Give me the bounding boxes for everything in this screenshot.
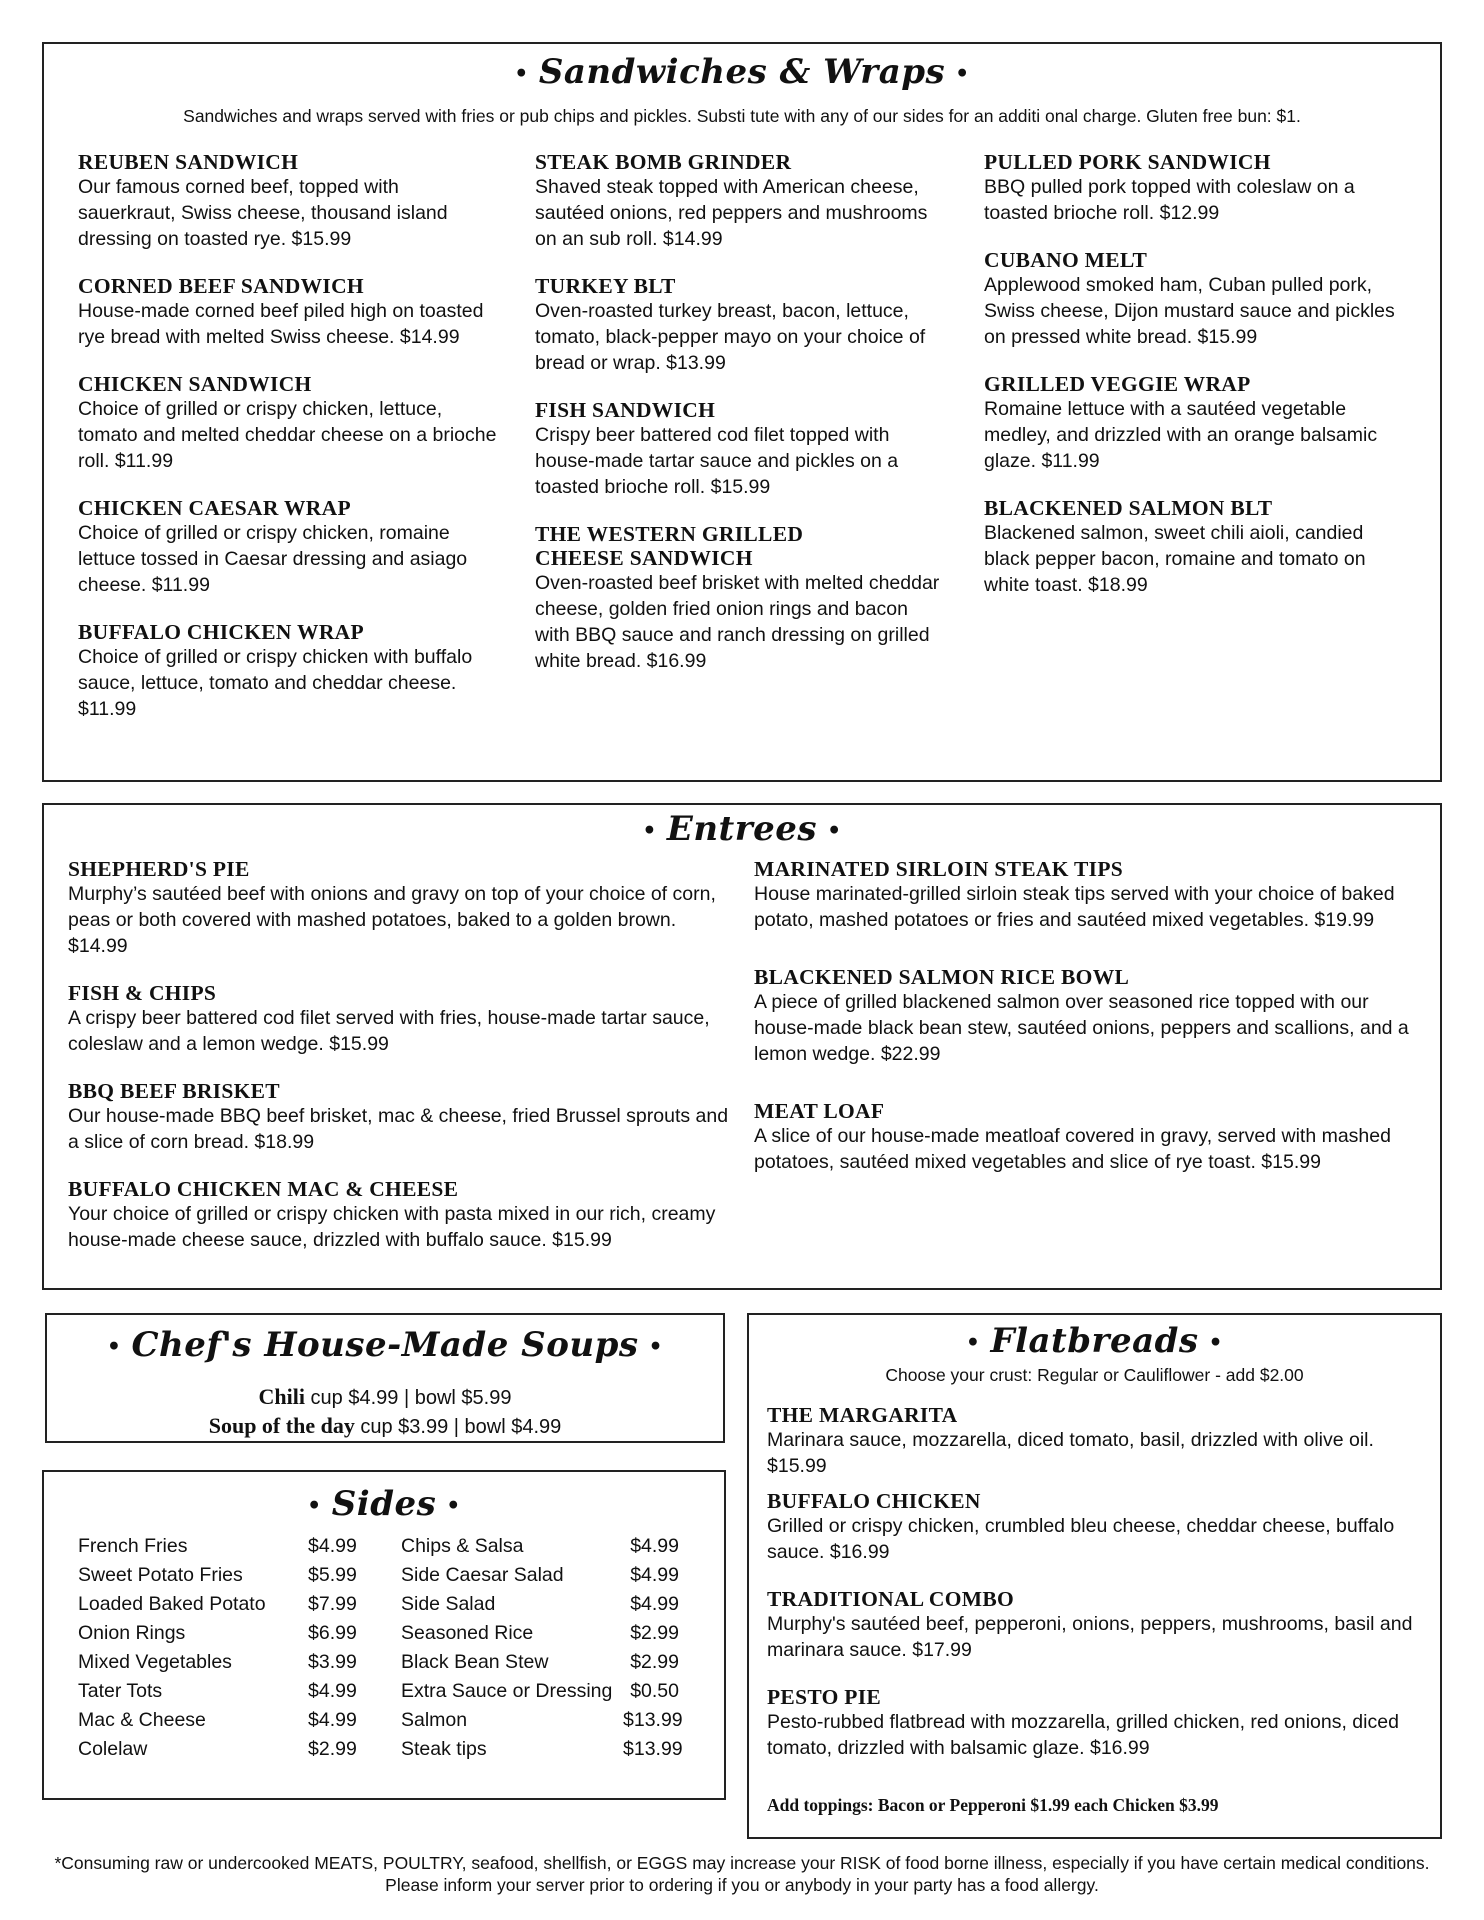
- menu-item: [78, 150, 498, 252]
- side-item: [401, 1735, 701, 1764]
- menu-item: [68, 1177, 738, 1253]
- side-name: Loaded Baked Potato: [78, 1593, 266, 1615]
- side-price: $4.99: [630, 1564, 679, 1586]
- soup-prices: cup $3.99 | bowl $4.99: [354, 1416, 562, 1438]
- item-name: FISH & CHIPS: [68, 981, 217, 1005]
- item-description: BBQ pulled pork topped with coleslaw on a toasted brioche roll. $12.99: [984, 176, 1355, 224]
- side-name: Colelaw: [78, 1738, 148, 1760]
- soup-of-the-day: [47, 1412, 723, 1441]
- soup-prices: cup $4.99 | bowl $5.99: [305, 1387, 512, 1409]
- item-name: BUFFALO CHICKEN WRAP: [78, 620, 364, 644]
- side-item: [78, 1648, 378, 1677]
- soup-name: Soup of the day: [208, 1413, 355, 1438]
- side-name: Extra Sauce or Dressing: [401, 1680, 613, 1702]
- item-description: Your choice of grilled or crispy chicken with pasta mixed in our rich, creamy house-made cheese sauce, drizzled with buffalo sauce. $15.99: [68, 1203, 716, 1251]
- item-description: Applewood smoked ham, Cuban pulled pork, Swiss cheese, Dijon mustard sauce and pickles on pressed white bread. $15.99: [984, 274, 1395, 348]
- side-item: [401, 1706, 701, 1735]
- side-price: $13.99: [623, 1738, 683, 1760]
- side-name: Side Caesar Salad: [401, 1564, 564, 1586]
- item-name: THE MARGARITA: [767, 1403, 958, 1427]
- menu-item: [984, 372, 1414, 474]
- item-description: A crispy beer battered cod filet served with fries, house-made tartar sauce, coleslaw and a lemon wedge. $15.99: [68, 1007, 710, 1055]
- side-item: [78, 1590, 378, 1619]
- menu-item: [78, 274, 498, 350]
- side-price: $4.99: [308, 1535, 357, 1557]
- menu-item: [535, 398, 945, 500]
- flatbreads-title: • Flatbreads •: [965, 1321, 1224, 1361]
- item-description: Romaine lettuce with a sautéed vegetable medley, and drizzled with an orange balsamic glaze. $11.99: [984, 398, 1378, 472]
- item-description: Shaved steak topped with American cheese, sautéed onions, red peppers and mushrooms on an sub roll. $14.99: [535, 176, 928, 250]
- item-name: PESTO PIE: [767, 1685, 882, 1709]
- item-description: Our famous corned beef, topped with sauerkraut, Swiss cheese, thousand island dressing on toasted rye. $15.99: [78, 176, 448, 250]
- side-price: $4.99: [308, 1709, 357, 1731]
- side-price: $4.99: [630, 1535, 679, 1557]
- menu-item: [984, 248, 1414, 350]
- item-name: BLACKENED SALMON BLT: [984, 496, 1273, 520]
- side-item: [401, 1532, 701, 1561]
- side-price: $6.99: [308, 1622, 357, 1644]
- soup-chili: [47, 1383, 723, 1412]
- flatbreads-list: [767, 1403, 1427, 1783]
- side-price: $0.50: [630, 1680, 679, 1702]
- item-description: Grilled or crispy chicken, crumbled bleu cheese, cheddar cheese, buffalo sauce. $16.99: [767, 1515, 1395, 1563]
- item-description: Pesto-rubbed flatbread with mozzarella, grilled chicken, red onions, diced tomato, drizzled with balsamic glaze. $16.99: [767, 1711, 1399, 1759]
- side-name: Onion Rings: [78, 1622, 186, 1644]
- side-price: $2.99: [630, 1651, 679, 1673]
- soups-title: • Chef's House-Made Soups •: [106, 1325, 664, 1365]
- side-item: [78, 1619, 378, 1648]
- item-description: House marinated-grilled sirloin steak tips served with your choice of baked potato, mashed potatoes or fries and sautéed mixed vegetables. $19.99: [754, 883, 1395, 931]
- side-price: $4.99: [308, 1680, 357, 1702]
- flatbreads-section: [747, 1313, 1442, 1839]
- item-description: Murphy’s sautéed beef with onions and gravy on top of your choice of corn, peas or both covered with mashed potatoes, baked to a golden brown. $14.99: [68, 883, 716, 957]
- side-price: $7.99: [308, 1593, 357, 1615]
- item-name: CHICKEN SANDWICH: [78, 372, 312, 396]
- sides-title: • Sides •: [307, 1484, 461, 1524]
- side-name: Side Salad: [401, 1593, 496, 1615]
- menu-item: [754, 1099, 1414, 1175]
- side-price: $4.99: [630, 1593, 679, 1615]
- item-description: Blackened salmon, sweet chili aioli, candied black pepper bacon, romaine and tomato on white toast. $18.99: [984, 522, 1366, 596]
- item-name: CHICKEN CAESAR WRAP: [78, 496, 351, 520]
- menu-item: [767, 1587, 1427, 1663]
- item-description: Choice of grilled or crispy chicken, lettuce, tomato and melted cheddar cheese on a brioche roll. $11.99: [78, 398, 497, 472]
- item-name: SHEPHERD'S PIE: [68, 857, 250, 881]
- side-item: [78, 1677, 378, 1706]
- sandwiches-column-3: [984, 150, 1414, 620]
- item-name: REUBEN SANDWICH: [78, 150, 299, 174]
- menu-item: [535, 522, 945, 674]
- side-name: Tater Tots: [78, 1680, 163, 1702]
- flatbreads-subtitle: Choose your crust: Regular or Cauliflower - add $2.00: [885, 1365, 1304, 1385]
- item-name: STEAK BOMB GRINDER: [535, 150, 792, 174]
- side-item: [401, 1677, 701, 1706]
- side-price: $2.99: [308, 1738, 357, 1760]
- entrees-section: [42, 803, 1442, 1290]
- menu-item: [535, 274, 945, 376]
- side-price: $2.99: [630, 1622, 679, 1644]
- sides-section: [42, 1470, 726, 1800]
- side-name: Sweet Potato Fries: [78, 1564, 243, 1586]
- menu-item: [78, 620, 498, 722]
- sandwiches-title: • Sandwiches & Wraps •: [514, 52, 970, 92]
- item-name: CUBANO MELT: [984, 248, 1148, 272]
- flatbread-toppings: Add toppings: Bacon or Pepperoni $1.99 each Chicken $3.99: [767, 1795, 1219, 1815]
- item-description: Oven-roasted turkey breast, bacon, lettuce, tomato, black-pepper mayo on your choice of bread or wrap. $13.99: [535, 300, 926, 374]
- item-name: CORNED BEEF SANDWICH: [78, 274, 364, 298]
- item-name: MEAT LOAF: [754, 1099, 885, 1123]
- item-name: GRILLED VEGGIE WRAP: [984, 372, 1251, 396]
- menu-item: [68, 1079, 738, 1155]
- sides-list-left: [78, 1532, 378, 1764]
- side-name: Mac & Cheese: [78, 1709, 206, 1731]
- side-name: French Fries: [78, 1535, 188, 1557]
- menu-item: [984, 150, 1414, 226]
- item-description: Our house-made BBQ beef brisket, mac & cheese, fried Brussel sprouts and a slice of corn bread. $18.99: [68, 1105, 729, 1153]
- side-item: [401, 1619, 701, 1648]
- sandwiches-column-2: [535, 150, 945, 696]
- menu-item: [767, 1403, 1427, 1479]
- item-description: Choice of grilled or crispy chicken with buffalo sauce, lettuce, tomato and cheddar cheese. $11.99: [78, 646, 473, 720]
- side-item: [78, 1735, 378, 1764]
- soup-name: Chili: [258, 1384, 305, 1409]
- menu-item: [68, 981, 738, 1057]
- item-name: BUFFALO CHICKEN: [767, 1489, 981, 1513]
- menu-item: [535, 150, 945, 252]
- side-item: [78, 1532, 378, 1561]
- item-name: BUFFALO CHICKEN MAC & CHEESE: [68, 1177, 459, 1201]
- item-name: FISH SANDWICH: [535, 398, 716, 422]
- item-name: MARINATED SIRLOIN STEAK TIPS: [754, 857, 1124, 881]
- side-name: Salmon: [401, 1709, 468, 1731]
- menu-item: [984, 496, 1414, 598]
- item-description: Crispy beer battered cod filet topped with house-made tartar sauce and pickles on a toasted brioche roll. $15.99: [535, 424, 899, 498]
- item-description: A piece of grilled blackened salmon over seasoned rice topped with our house-made black bean stew, sautéed onions, peppers and scallions, and a lemon wedge. $22.99: [754, 991, 1409, 1065]
- menu-item: [68, 857, 738, 959]
- side-name: Mixed Vegetables: [78, 1651, 232, 1673]
- side-price: $5.99: [308, 1564, 357, 1586]
- side-price: $3.99: [308, 1651, 357, 1673]
- food-safety-notice: *Consuming raw or undercooked MEATS, POULTRY, seafood, shellfish, or EGGS may increase your RISK of food borne illness, especially if you have certain medical conditions. Please inform your server prior to ordering if you or anybody in your party has a food allergy.: [54, 1853, 1430, 1895]
- sides-list-right: [401, 1532, 701, 1764]
- item-description: Marinara sauce, mozzarella, diced tomato, basil, drizzled with olive oil. $15.99: [767, 1429, 1374, 1477]
- item-name: PULLED PORK SANDWICH: [984, 150, 1271, 174]
- item-name: BBQ BEEF BRISKET: [68, 1079, 280, 1103]
- item-description: Murphy's sautéed beef, pepperoni, onions, peppers, mushrooms, basil and marinara sauce. $17.99: [767, 1613, 1413, 1661]
- item-description: Choice of grilled or crispy chicken, romaine lettuce tossed in Caesar dressing and asiago cheese. $11.99: [78, 522, 468, 596]
- item-description: Oven-roasted beef brisket with melted cheddar cheese, golden fried onion rings and bacon with BBQ sauce and ranch dressing on grilled white bread. $16.99: [535, 572, 940, 672]
- side-name: Black Bean Stew: [401, 1651, 549, 1673]
- menu-item: [78, 496, 498, 598]
- side-item: [401, 1590, 701, 1619]
- item-name: TRADITIONAL COMBO: [767, 1587, 1015, 1611]
- menu-item: [78, 372, 498, 474]
- menu-item: [754, 857, 1414, 933]
- item-name: TURKEY BLT: [535, 274, 676, 298]
- item-description: House-made corned beef piled high on toasted rye bread with melted Swiss cheese. $14.99: [78, 300, 484, 348]
- sandwiches-subtitle: Sandwiches and wraps served with fries or pub chips and pickles. Substi tute with any of our sides for an additi onal charge. Gluten free bun: $1.: [183, 106, 1301, 126]
- menu-item: [754, 965, 1414, 1067]
- side-item: [401, 1648, 701, 1677]
- item-name: BLACKENED SALMON RICE BOWL: [754, 965, 1130, 989]
- side-item: [78, 1561, 378, 1590]
- side-item: [401, 1561, 701, 1590]
- menu-item: [767, 1685, 1427, 1761]
- item-description: A slice of our house-made meatloaf covered in gravy, served with mashed potatoes, sautéed mixed vegetables and slice of rye toast. $15.99: [754, 1125, 1391, 1173]
- side-name: Steak tips: [401, 1738, 487, 1760]
- soups-section: [45, 1313, 725, 1443]
- side-item: [78, 1706, 378, 1735]
- side-name: Chips & Salsa: [401, 1535, 524, 1557]
- sandwiches-section: [42, 42, 1442, 782]
- side-price: $13.99: [623, 1709, 683, 1731]
- entrees-title: • Entrees •: [642, 809, 842, 849]
- entrees-column-1: [68, 857, 738, 1275]
- sandwiches-column-1: [78, 150, 498, 744]
- entrees-column-2: [754, 857, 1414, 1197]
- item-name: THE WESTERN GRILLED CHEESE SANDWICH: [535, 522, 804, 570]
- side-name: Seasoned Rice: [401, 1622, 534, 1644]
- menu-item: [767, 1489, 1427, 1565]
